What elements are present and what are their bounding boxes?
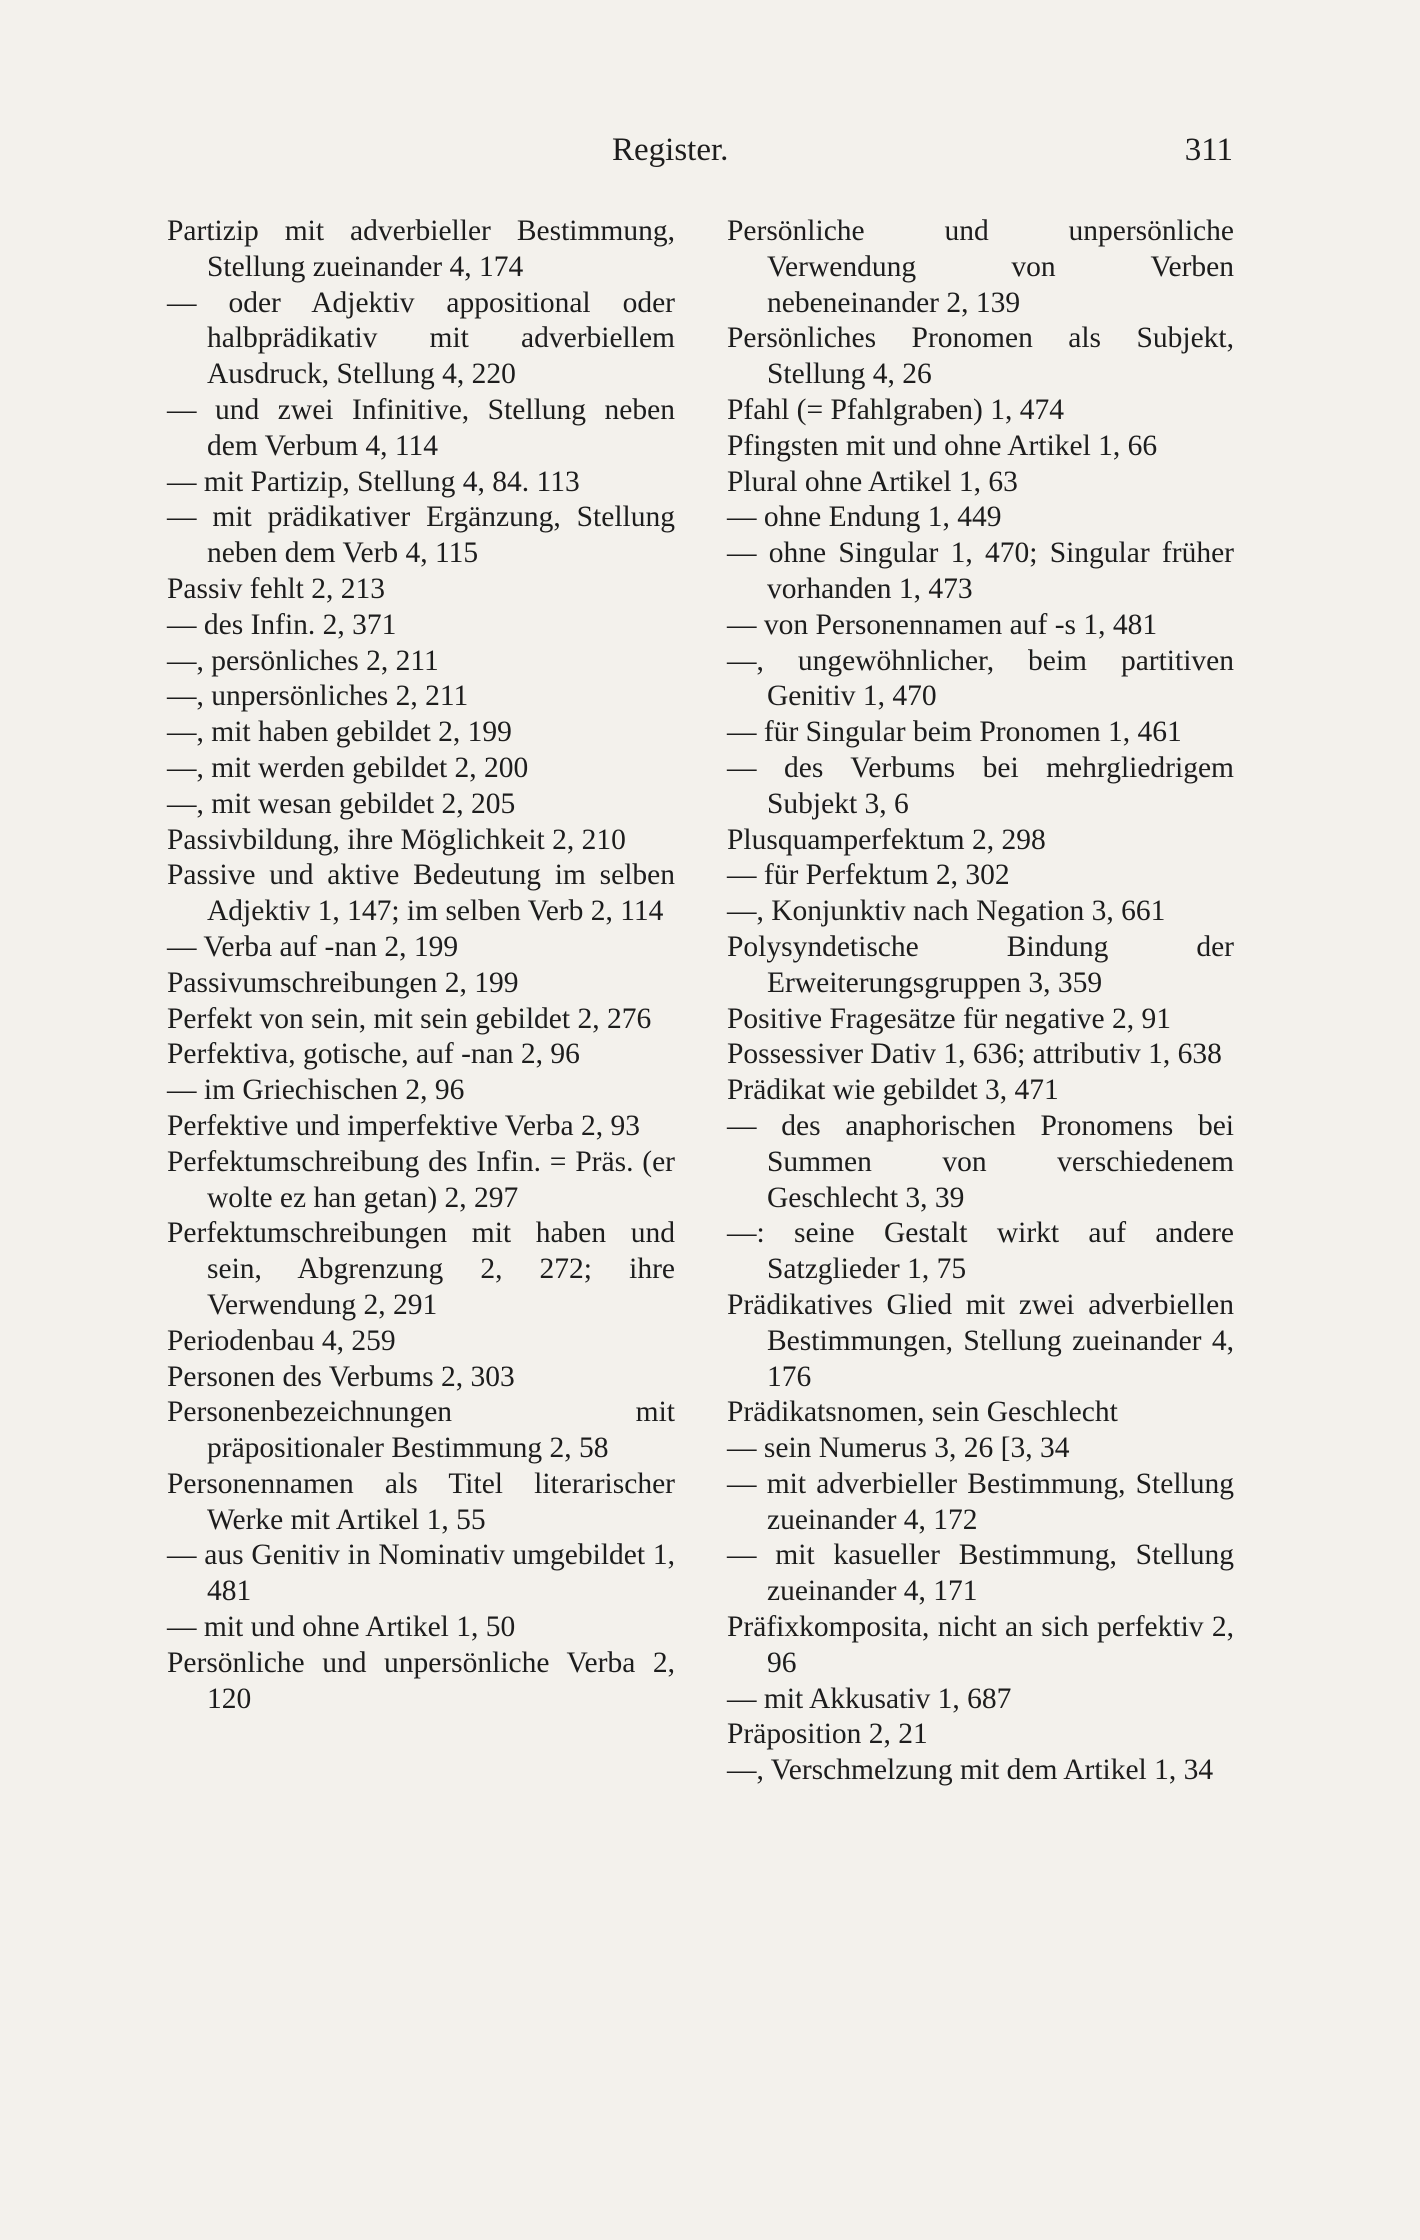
index-entry: Prädikatsnomen, sein Geschlecht bbox=[727, 1396, 1118, 1429]
index-entry: Plusquamperfektum 2, 298 bbox=[727, 823, 1046, 856]
index-entry: — oder Adjektiv appositional oder halbprädikativ mit adverbiellem Ausdruck, Stellung 4, 220 bbox=[167, 286, 675, 391]
index-entry: — des Verbums bei mehrgliedrigem Subjekt 3, 6 bbox=[727, 751, 1234, 820]
index-entry: — mit und ohne Artikel 1, 50 bbox=[167, 1611, 516, 1644]
index-entry: Possessiver Dativ 1, 636; attributiv 1, 638 bbox=[727, 1038, 1222, 1071]
index-entry: Plural ohne Artikel 1, 63 bbox=[727, 465, 1018, 498]
index-entry: —, mit haben gebildet 2, 199 bbox=[167, 716, 512, 749]
index-entry: — im Griechischen 2, 96 bbox=[167, 1074, 465, 1107]
index-entry: —, mit werden gebildet 2, 200 bbox=[167, 751, 529, 784]
index-column-left bbox=[167, 214, 675, 1717]
index-entry: — des Infin. 2, 371 bbox=[167, 608, 397, 641]
index-entry: Polysyndetische Bindung der Erweiterungsgruppen 3, 359 bbox=[727, 930, 1234, 999]
index-entry: — von Personennamen auf -s 1, 481 bbox=[727, 608, 1158, 641]
running-head-title: Register. bbox=[612, 132, 729, 168]
index-entry: — für Singular beim Pronomen 1, 461 bbox=[727, 716, 1182, 749]
index-entry: Persönliches Pronomen als Subjekt, Stellung 4, 26 bbox=[727, 322, 1234, 391]
index-entry: Personennamen als Titel literarischer Werke mit Artikel 1, 55 bbox=[167, 1467, 675, 1536]
index-entry: —, Konjunktiv nach Negation 3, 661 bbox=[727, 895, 1166, 928]
index-entry: Periodenbau 4, 259 bbox=[167, 1324, 396, 1357]
index-entry: —, persönliches 2, 211 bbox=[167, 644, 439, 677]
index-entry: — des anaphorischen Pronomens bei Summen von verschiedenem Geschlecht 3, 39 bbox=[727, 1109, 1234, 1214]
index-entry: — mit adverbieller Bestimmung, Stellung zueinander 4, 172 bbox=[727, 1467, 1234, 1536]
index-entry: Persönliche und unpersönliche Verba 2, 120 bbox=[167, 1646, 675, 1715]
index-entry: Pfahl (= Pfahlgraben) 1, 474 bbox=[727, 393, 1064, 426]
index-entry: — Verba auf -nan 2, 199 bbox=[167, 930, 459, 963]
index-entry: — aus Genitiv in Nominativ umgebildet 1, 481 bbox=[167, 1539, 675, 1608]
index-entry: — sein Numerus 3, 26 [3, 34 bbox=[727, 1432, 1070, 1465]
index-entry: Passiv fehlt 2, 213 bbox=[167, 572, 385, 605]
index-entry: — mit Partizip, Stellung 4, 84. 113 bbox=[167, 465, 580, 498]
index-entry: — für Perfektum 2, 302 bbox=[727, 859, 1010, 892]
index-entry: Perfekt von sein, mit sein gebildet 2, 276 bbox=[167, 1002, 652, 1035]
index-entry: Personenbezeichnungen mit präpositionaler Bestimmung 2, 58 bbox=[167, 1396, 675, 1465]
index-entry: Perfektumschreibungen mit haben und sein, Abgrenzung 2, 272; ihre Verwendung 2, 291 bbox=[167, 1217, 675, 1321]
index-entry: —, mit wesan gebildet 2, 205 bbox=[167, 787, 516, 820]
index-entry: Präposition 2, 21 bbox=[727, 1718, 928, 1751]
index-entry: — ohne Singular 1, 470; Singular früher vorhanden 1, 473 bbox=[727, 537, 1234, 605]
index-entry: Pfingsten mit und ohne Artikel 1, 66 bbox=[727, 429, 1158, 462]
index-entry: Passivbildung, ihre Möglichkeit 2, 210 bbox=[167, 823, 626, 856]
index-entry: — ohne Endung 1, 449 bbox=[727, 501, 1002, 534]
index-entry: Persönliche und unpersönliche Verwendung von Verben nebeneinander 2, 139 bbox=[727, 215, 1234, 319]
index-entry: —: seine Gestalt wirkt auf andere Satzglieder 1, 75 bbox=[727, 1217, 1234, 1286]
index-entry: —, unpersönliches 2, 211 bbox=[167, 680, 469, 713]
index-entry: Passivumschreibungen 2, 199 bbox=[167, 966, 519, 999]
page-number: 311 bbox=[1184, 132, 1233, 168]
index-column-right bbox=[727, 214, 1234, 1789]
index-entry: Prädikat wie gebildet 3, 471 bbox=[727, 1074, 1059, 1107]
index-entry: Perfektiva, gotische, auf -nan 2, 96 bbox=[167, 1038, 580, 1071]
index-entry: Präfixkomposita, nicht an sich perfektiv 2, 96 bbox=[727, 1611, 1234, 1679]
index-entry: Perfektumschreibung des Infin. = Präs. (er wolte ez han getan) 2, 297 bbox=[167, 1145, 675, 1214]
index-entry: Personen des Verbums 2, 303 bbox=[167, 1360, 515, 1393]
index-entry: Prädikatives Glied mit zwei adverbiellen Bestimmungen, Stellung zueinander 4, 176 bbox=[727, 1288, 1234, 1393]
index-entry: Passive und aktive Bedeutung im selben Adjektiv 1, 147; im selben Verb 2, 114 bbox=[167, 859, 675, 928]
index-entry: — und zwei Infinitive, Stellung neben dem Verbum 4, 114 bbox=[167, 393, 675, 462]
index-entry: Partizip mit adverbieller Bestimmung, Stellung zueinander 4, 174 bbox=[167, 215, 675, 283]
index-entry: Positive Fragesätze für negative 2, 91 bbox=[727, 1002, 1172, 1035]
index-entry: — mit prädikativer Ergänzung, Stellung neben dem Verb 4, 115 bbox=[167, 501, 675, 570]
index-entry: Perfektive und imperfektive Verba 2, 93 bbox=[167, 1109, 640, 1142]
index-entry: —, Verschmelzung mit dem Artikel 1, 34 bbox=[727, 1754, 1214, 1787]
index-entry: —, ungewöhnlicher, beim partitiven Genitiv 1, 470 bbox=[727, 644, 1234, 713]
index-entry: — mit kasueller Bestimmung, Stellung zueinander 4, 171 bbox=[727, 1539, 1234, 1608]
index-entry: — mit Akkusativ 1, 687 bbox=[727, 1682, 1012, 1715]
